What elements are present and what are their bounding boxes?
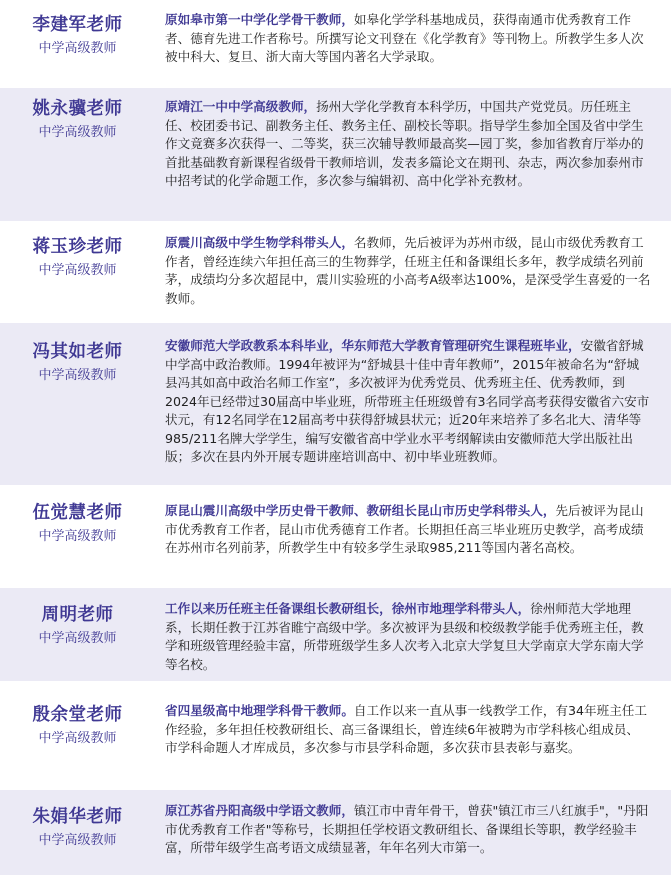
teacher-highlight: 原江苏省丹阳高级中学语文教师， [165, 803, 354, 818]
teacher-bio: 先后被评为昆山市优秀教育工作者，昆山市优秀德育工作者。长期担任高三毕业班历史教学，高考成绩在苏州市名列前茅，所教学生中有较多学生录取985,211等国内著名高校。 [165, 503, 644, 555]
teacher-card [0, 490, 671, 582]
teacher-bio: 如皋化学学科基地成员，获得南通市优秀教育工作者、德育先进工作者称号。所撰写论文刊登在《化学教育》等刊物上。所教学生多人次被中科大、复旦、浙大南大等国内著名大学录取。 [165, 12, 644, 64]
teacher-title: 中学高级教师 [38, 41, 117, 56]
teacher-highlight: 原昆山震川高级中学历史骨干教师、教研组长昆山市历史学科带头人， [165, 503, 556, 518]
teacher-highlight: 省四星级高中地理学科骨干教师。 [165, 703, 354, 718]
teacher-card [0, 88, 671, 221]
teacher-name: 周明老师 [41, 605, 114, 625]
teacher-card [0, 0, 671, 82]
teacher-bio: 扬州大学化学教育本科学历，中国共产党党员。历任班主任、校团委书记、副教务主任、教务主任、副校长等职。指导学生参加全国及省中学生作文竟赛多次获得一、二等奖，获三次辅导教师最高奖—园丁奖，参加省教育厅举办的首批基础教育新课程省级骨干教师培训，发表多篇论文在期刊、杂志，两次参加泰州市中招考试的化学命题工作，多次参与编辑初、高中化学补充教材。 [165, 99, 644, 188]
teacher-name: 伍觉慧老师 [32, 503, 123, 523]
teacher-name: 李建军老师 [32, 15, 123, 35]
teacher-title: 中学高级教师 [38, 631, 117, 646]
teacher-bio: 镇江市中青年骨干，曾获"镇江市三八红旗手"，"丹阳市优秀教育工作者"等称号，长期担任学校语文教研组长、备课组长等职，教学经验丰富，所带年级学生高考语文成绩显著，年年名列大市第一。 [165, 803, 649, 855]
teacher-bio: 名教师，先后被评为苏州市级，昆山市级优秀教育工作者，曾经连续六年担任高三的生物葬学，任班主任和备课组长多年，教学成绩名列前茅，成绩均分多次超昆中，震川实验班的小高考A级率达100%，是深受学生喜爱的一名教师。 [165, 235, 651, 306]
teacher-name: 殷余堂老师 [32, 705, 123, 725]
teacher-card [0, 790, 671, 875]
teacher-card [0, 323, 671, 485]
teacher-highlight: 工作以来历任班主任备课组长教研组长，徐州市地理学科带头人， [165, 601, 531, 616]
teacher-title: 中学高级教师 [38, 263, 117, 278]
teacher-bio: 自工作以来一直从事一线教学工作，有34年班主任工作经验，多年担任校教研组长、高三备课组长，曾连续6年被聘为市学科核心组成员、市学科命题人才库成员，多次参与市县学科命题，多次获市县表彰与嘉奖。 [165, 703, 647, 755]
teacher-title: 中学高级教师 [38, 529, 117, 544]
teacher-name: 朱娟华老师 [32, 807, 123, 827]
teacher-highlight: 原如皋市第一中学化学骨干教师， [165, 12, 354, 27]
teacher-bio: 安徽省舒城中学高中政治教师。1994年被评为“舒城县十佳中青年教师”，2015年被命名为“舒城县冯其如高中政治名师工作室”，多次被评为优秀党员、优秀班主任、优秀教师，到2024年已经带过30届高中毕业班，所带班主任班级曾有3名同学高考获得安徽省六安市状元，有12名同学在12届高考中获得舒城县状元；近20年来培养了多名北大、清华等985/211名牌大学学生，编写安徽省高中学业水平考纲解读由安徽师范大学出版社出版；多次在县内外开展专题讲座培训高中、初中毕业班教师。 [165, 338, 650, 464]
teacher-name: 蒋玉珍老师 [32, 237, 123, 257]
teacher-title: 中学高级教师 [38, 125, 117, 140]
teacher-bio: 徐州师范大学地理系，长期任教于江苏省睢宁高级中学。多次被评为县级和校级教学能手优秀班主任，教学和班级管理经验丰富，所带班级学生多人次考入北京大学复旦大学南京大学东南大学等名校。 [165, 601, 644, 672]
teacher-highlight: 原靖江一中中学高级教师， [165, 99, 317, 114]
teacher-title: 中学高级教师 [38, 833, 117, 848]
teacher-name: 姚永骥老师 [32, 99, 123, 119]
teacher-name: 冯其如老师 [32, 342, 123, 362]
teacher-highlight: 安徽师范大学政教系本科毕业，华东师范大学教育管理研究生课程班毕业， [165, 338, 581, 353]
teacher-card [0, 588, 671, 681]
teacher-title: 中学高级教师 [38, 368, 117, 383]
teacher-title: 中学高级教师 [38, 731, 117, 746]
teacher-card [0, 690, 671, 786]
teacher-highlight: 原震川高级中学生物学科带头人， [165, 235, 354, 250]
teacher-card [0, 224, 671, 319]
